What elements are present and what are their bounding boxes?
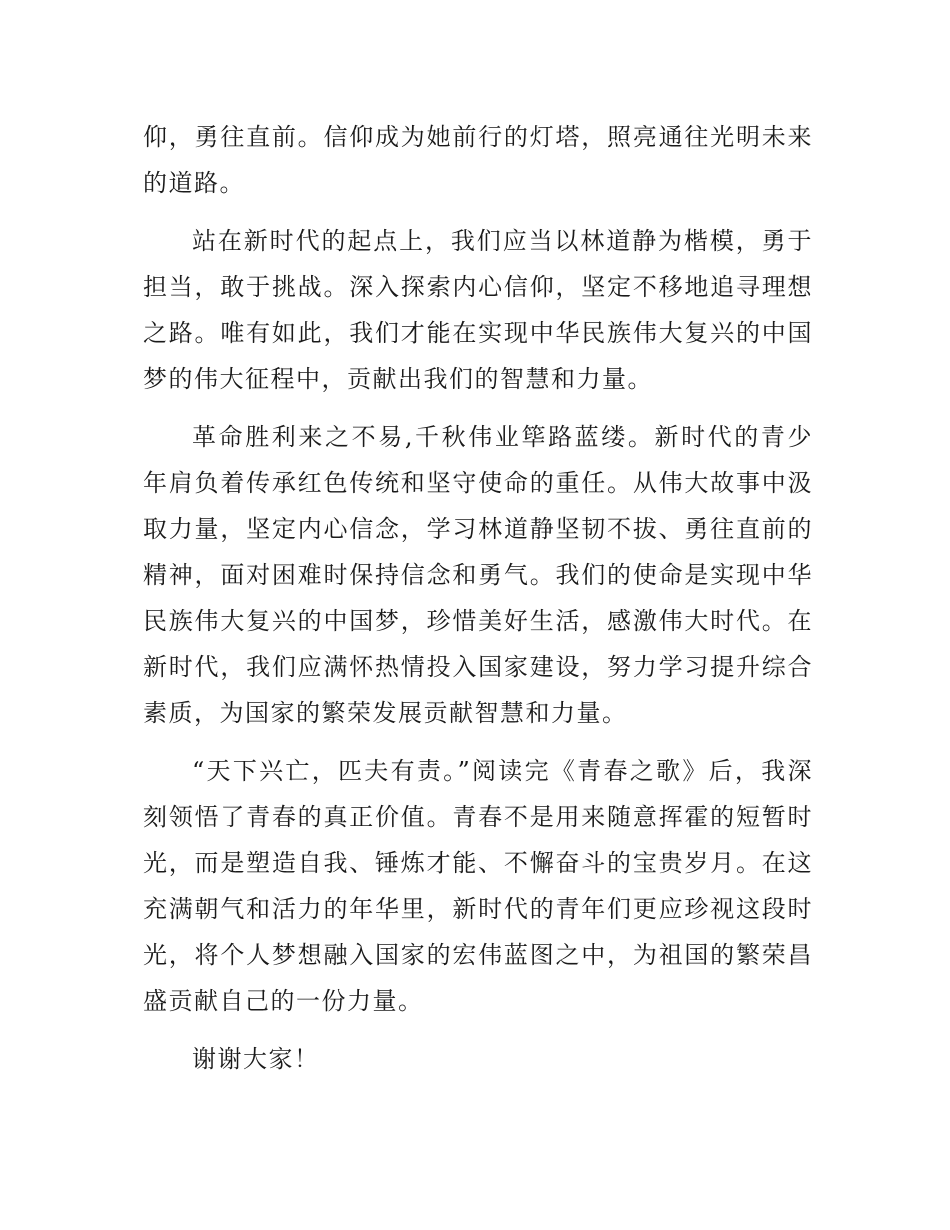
paragraph: “天下兴亡，匹夫有责。”阅读完《青春之歌》后，我深刻领悟了青春的真正价值。青春不是用来随意挥霍的短暂时光，而是塑造自我、锤炼才能、不懈奋斗的宝贵岁月。在这充满朝气和活力的年华里，新时代的青年们更应珍视这段时光，将个人梦想融入国家的宏伟蓝图之中，为祖国的繁荣昌盛贡献自己的一份力量。 bbox=[143, 757, 813, 1015]
paragraph-continuation: 仰，勇往直前。信仰成为她前行的灯塔，照亮通往光明未来的道路。 bbox=[143, 123, 813, 197]
paragraph: 站在新时代的起点上，我们应当以林道静为楷模，勇于担当，敢于挑战。深入探索内心信仰，坚定不移地追寻理想之路。唯有如此，我们才能在实现中华民族伟大复兴的中国梦的伟大征程中，贡献出我们的智慧和力量。 bbox=[143, 227, 813, 393]
paragraph: 革命胜利来之不易,千秋伟业筚路蓝缕。新时代的青少年肩负着传承红色传统和坚守使命的重任。从伟大故事中汲取力量，坚定内心信念，学习林道静坚韧不拔、勇往直前的精神，面对困难时保持信念和勇气。我们的使命是实现中华民族伟大复兴的中国梦，珍惜美好生活，感激伟大时代。在新时代，我们应满怀热情投入国家建设，努力学习提升综合素质，为国家的繁荣发展贡献智慧和力量。 bbox=[143, 423, 813, 727]
closing-paragraph: 谢谢大家！ bbox=[192, 1045, 320, 1073]
document-body bbox=[143, 114, 813, 1094]
